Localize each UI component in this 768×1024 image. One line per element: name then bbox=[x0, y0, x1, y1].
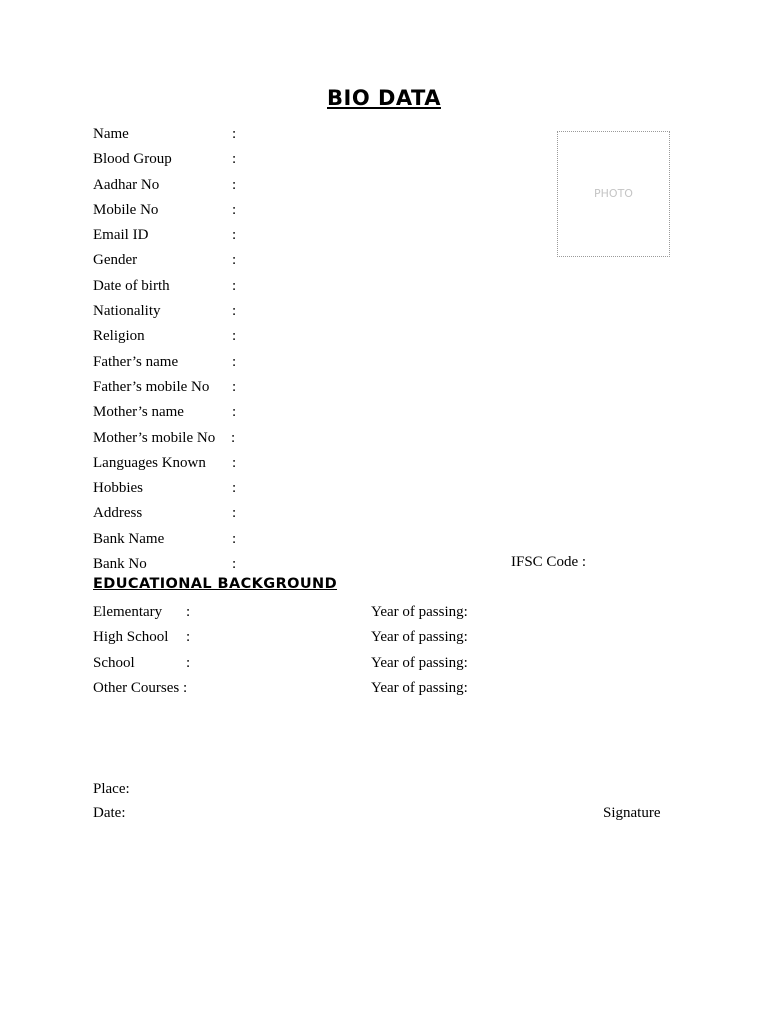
field-separator: : bbox=[232, 303, 237, 320]
field-label: Languages Known bbox=[93, 454, 206, 471]
field-label: Address bbox=[93, 505, 143, 522]
education-label: High School bbox=[93, 629, 169, 646]
field-row-address bbox=[93, 501, 513, 526]
field-row-mobile-no bbox=[93, 198, 513, 223]
field-row-fathers-mobile bbox=[93, 375, 513, 400]
field-separator: : bbox=[232, 201, 237, 218]
field-label: Nationality bbox=[93, 303, 161, 320]
field-row-name bbox=[93, 122, 513, 147]
field-separator: : bbox=[231, 429, 236, 446]
field-separator: : bbox=[232, 151, 237, 168]
field-label: Father’s mobile No bbox=[93, 378, 210, 395]
field-separator: : bbox=[232, 530, 237, 547]
field-row-mothers-mobile bbox=[93, 426, 513, 451]
ifsc-code-label: IFSC Code : bbox=[511, 554, 587, 570]
education-label: School bbox=[93, 654, 135, 671]
field-label: Father’s name bbox=[93, 353, 179, 370]
field-row-date-of-birth bbox=[93, 274, 513, 299]
field-label: Blood Group bbox=[93, 151, 172, 168]
page-title: BIO DATA bbox=[327, 86, 441, 110]
signature-label: Signature bbox=[603, 805, 661, 821]
field-separator: : bbox=[232, 353, 237, 370]
field-separator: : bbox=[232, 277, 237, 294]
field-label: Bank No bbox=[93, 556, 147, 573]
field-label: Mother’s name bbox=[93, 404, 184, 421]
field-row-aadhar-no bbox=[93, 173, 513, 198]
field-separator: : bbox=[232, 328, 237, 345]
field-label: Hobbies bbox=[93, 480, 143, 497]
education-separator: : bbox=[186, 629, 191, 646]
photo-label: PHOTO bbox=[594, 187, 633, 200]
field-label: Mobile No bbox=[93, 201, 159, 218]
field-row-gender bbox=[93, 248, 513, 273]
education-label: Elementary bbox=[93, 604, 163, 620]
education-row-other-courses bbox=[93, 676, 653, 701]
photo-placeholder bbox=[557, 131, 670, 257]
field-separator: : bbox=[232, 176, 237, 193]
field-label: Name bbox=[93, 126, 129, 142]
field-row-mothers-name bbox=[93, 400, 513, 425]
field-row-bank-no bbox=[93, 552, 513, 577]
field-row-languages-known bbox=[93, 451, 513, 476]
date-label: Date: bbox=[93, 805, 126, 821]
field-label: Mother’s mobile No bbox=[93, 429, 216, 446]
education-separator: : bbox=[186, 604, 191, 620]
field-row-religion bbox=[93, 324, 513, 349]
field-row-blood-group bbox=[93, 147, 513, 172]
field-label: Religion bbox=[93, 328, 145, 345]
field-separator: : bbox=[232, 556, 237, 573]
field-separator: : bbox=[232, 454, 237, 471]
field-row-fathers-name bbox=[93, 350, 513, 375]
field-row-bank-name bbox=[93, 527, 513, 552]
education-row-school bbox=[93, 651, 653, 676]
year-of-passing-label: Year of passing: bbox=[371, 654, 468, 671]
field-separator: : bbox=[232, 227, 237, 244]
field-label: Email ID bbox=[93, 227, 149, 244]
field-row-email-id bbox=[93, 223, 513, 248]
education-row-elementary bbox=[93, 600, 653, 625]
field-row-nationality bbox=[93, 299, 513, 324]
field-separator: : bbox=[232, 126, 237, 142]
personal-details bbox=[93, 122, 513, 577]
field-row-hobbies bbox=[93, 476, 513, 501]
field-label: Bank Name bbox=[93, 530, 165, 547]
education-separator: : bbox=[186, 654, 191, 671]
place-label: Place: bbox=[93, 781, 130, 797]
year-of-passing-label: Year of passing: bbox=[371, 679, 468, 696]
field-separator: : bbox=[232, 378, 237, 395]
field-separator: : bbox=[232, 480, 237, 497]
field-label: Date of birth bbox=[93, 277, 170, 294]
field-label: Aadhar No bbox=[93, 176, 160, 193]
education-list bbox=[93, 600, 653, 701]
year-of-passing-label: Year of passing: bbox=[371, 629, 468, 646]
education-row-high-school bbox=[93, 625, 653, 650]
field-separator: : bbox=[232, 505, 237, 522]
year-of-passing-label: Year of passing: bbox=[371, 604, 468, 620]
education-label: Other Courses : bbox=[93, 679, 188, 696]
field-label: Gender bbox=[93, 252, 138, 269]
field-separator: : bbox=[232, 404, 237, 421]
field-separator: : bbox=[232, 252, 237, 269]
education-heading: EDUCATIONAL BACKGROUND bbox=[93, 576, 338, 592]
